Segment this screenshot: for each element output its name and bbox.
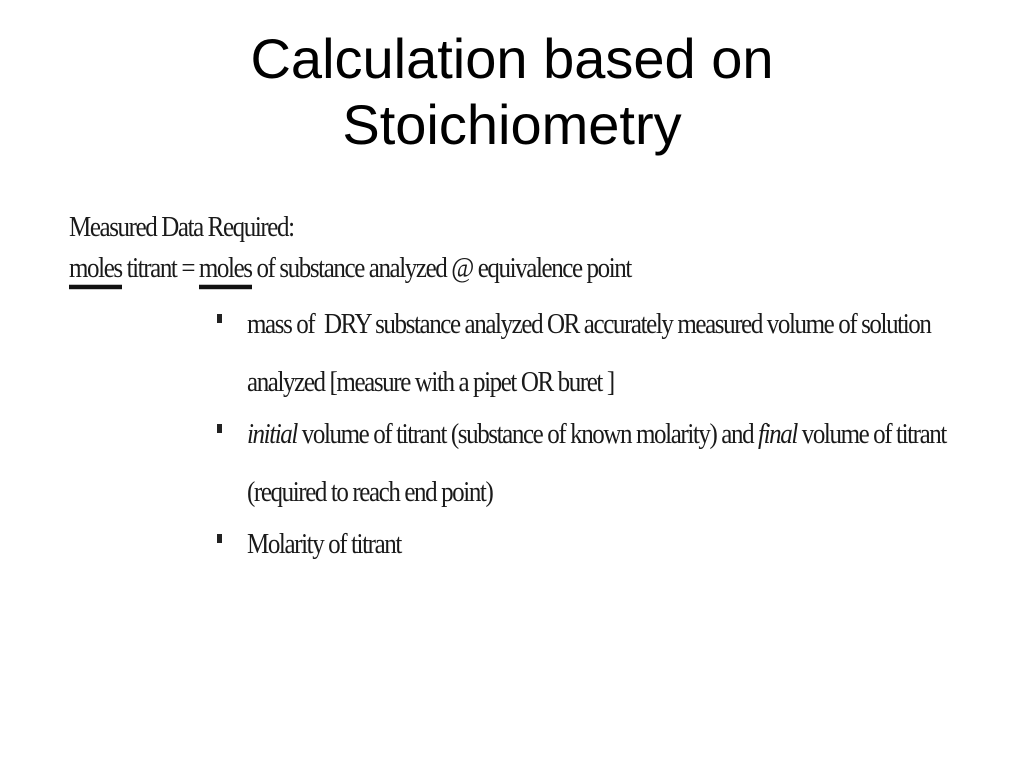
square-bullet-icon — [217, 534, 222, 543]
square-bullet-icon — [217, 314, 222, 323]
list-item — [217, 296, 969, 400]
required-data-list — [69, 296, 969, 568]
square-bullet-icon — [217, 424, 222, 433]
list-item — [217, 516, 969, 568]
volume-end-text: volume of titrant (required to reach end point) — [247, 419, 951, 508]
list-item — [217, 406, 969, 510]
slide-title — [0, 26, 1024, 158]
titrant-equals-text: titrant = — [121, 253, 199, 284]
initial-italic: initial — [247, 419, 297, 450]
slide-title-line-2: Stoichiometry — [342, 93, 682, 156]
bullet-text-volume — [247, 406, 967, 522]
slide-title-line-1: Calculation based on — [250, 27, 774, 90]
bullet-text-mass: mass of DRY substance analyzed OR accurately measured volume of solution analyzed [measure with a pipet OR buret ] — [247, 309, 936, 398]
measured-data-heading: Measured Data Required: — [69, 212, 294, 243]
moles-equation — [69, 251, 969, 286]
moles-underlined-2: moles — [199, 253, 252, 289]
final-italic: final — [758, 419, 797, 450]
moles-underlined-1: moles — [69, 253, 122, 289]
equation-rest-text: of substance analyzed @ equivalence point — [251, 253, 631, 284]
volume-middle-text: volume of titrant (substance of known molarity) and — [296, 419, 759, 450]
slide-content — [69, 212, 969, 574]
bullet-text-molarity: Molarity of titrant — [247, 529, 401, 560]
